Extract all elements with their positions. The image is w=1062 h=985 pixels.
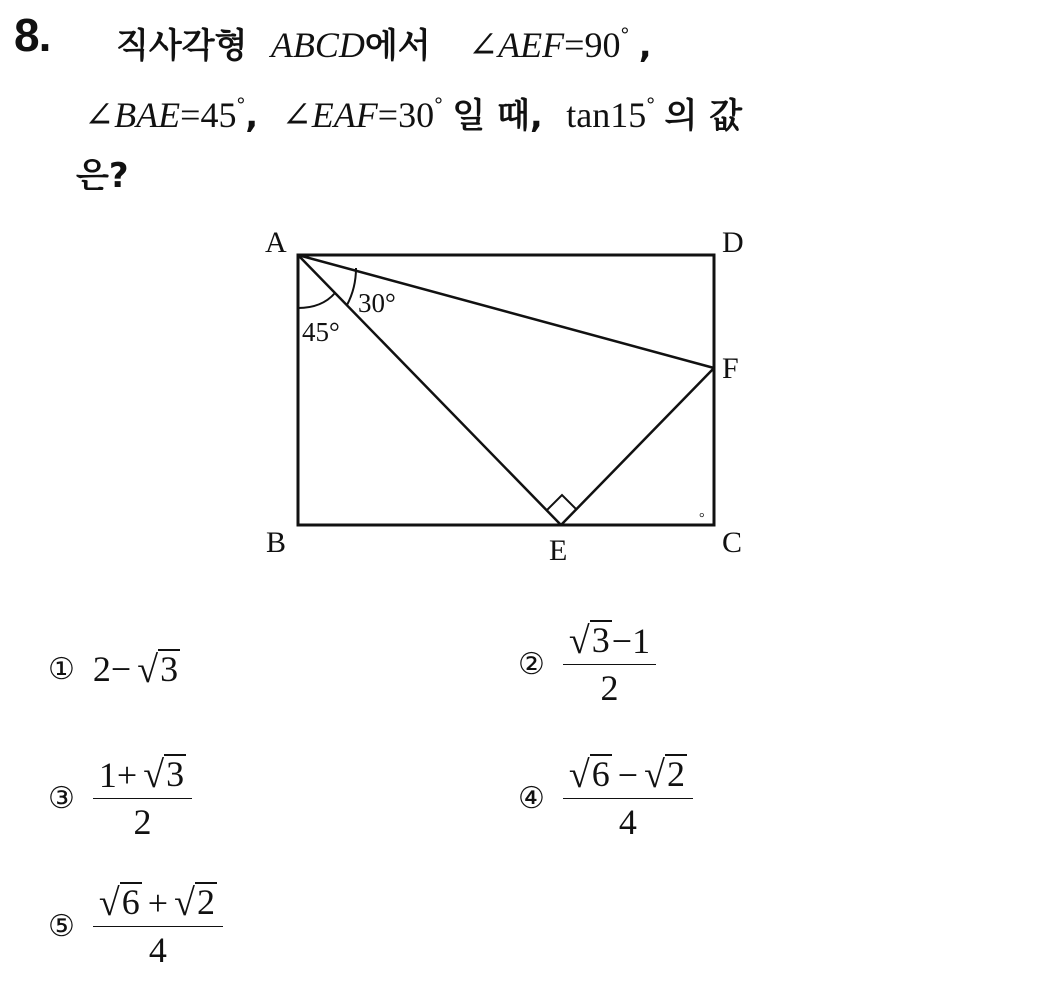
choice-number: ④ bbox=[518, 781, 545, 816]
choice-number: ① bbox=[48, 651, 75, 687]
vertex-label-e: E bbox=[549, 534, 568, 567]
korean-value: 의 값 bbox=[664, 96, 743, 136]
vertex-label-a: A bbox=[265, 226, 287, 259]
rectangle-name: ABCD bbox=[270, 25, 365, 65]
angle-label-45: 45° bbox=[302, 317, 340, 347]
fraction: √ 6 − √ 2 4 bbox=[563, 752, 693, 845]
angle-aef: ∠AEF bbox=[468, 25, 565, 65]
sqrt-2: √ 2 bbox=[174, 882, 215, 924]
choice-number: ② bbox=[518, 647, 545, 682]
choice-number: ⑤ bbox=[48, 909, 75, 944]
angle-eaf: ∠EAF bbox=[281, 95, 378, 135]
vertex-label-c: C bbox=[722, 526, 743, 559]
sqrt-2: √ 2 bbox=[644, 754, 685, 796]
degree-sign: ° bbox=[236, 93, 246, 118]
degree-sign: ° bbox=[620, 23, 630, 48]
angle-bae: ∠BAE bbox=[84, 95, 181, 135]
right-angle-mark bbox=[547, 495, 577, 510]
sqrt-6: √ 6 bbox=[98, 882, 140, 924]
korean-question-tail: 은? bbox=[76, 156, 129, 196]
vertex-label-f: F bbox=[722, 352, 739, 385]
vertex-label-b: B bbox=[266, 526, 287, 559]
tan-expression: tan15 bbox=[566, 95, 647, 135]
comma: , bbox=[245, 96, 259, 136]
sqrt-3: √ 3 bbox=[143, 754, 185, 796]
comma: , bbox=[638, 26, 652, 66]
angle-bae-value: =45 bbox=[180, 95, 237, 135]
angle-label-30: 30° bbox=[358, 288, 396, 318]
angle-arc-eaf bbox=[347, 268, 356, 305]
sqrt-3: √ 3 bbox=[137, 648, 179, 691]
choice-number: ③ bbox=[48, 781, 75, 816]
stray-degree-mark: ° bbox=[699, 511, 705, 526]
vertex-label-d: D bbox=[722, 226, 744, 259]
question-number: 8. bbox=[14, 9, 51, 61]
segment-ef bbox=[561, 368, 714, 525]
choice-4[interactable] bbox=[518, 752, 693, 845]
segment-ae bbox=[298, 255, 561, 525]
degree-sign: ° bbox=[434, 93, 443, 118]
choice-3[interactable] bbox=[48, 752, 192, 845]
angle-aef-value: =90 bbox=[564, 25, 621, 65]
fraction: √ 3 −1 2 bbox=[563, 618, 656, 711]
choice-2[interactable] bbox=[518, 618, 656, 711]
korean-when: 일 때, bbox=[452, 96, 543, 136]
angle-eaf-value: =30 bbox=[377, 95, 435, 135]
choice-5[interactable] bbox=[48, 880, 223, 973]
fraction: 1+ √ 3 2 bbox=[93, 752, 192, 845]
choice-1[interactable] bbox=[48, 648, 180, 690]
sqrt-3: √ 3 bbox=[568, 620, 610, 662]
sqrt-6: √ 6 bbox=[568, 754, 610, 796]
choice-1-prefix: 2− bbox=[92, 649, 132, 689]
korean-eseo: 에서 bbox=[364, 26, 431, 66]
fraction: √ 6 + √ 2 4 bbox=[93, 880, 223, 973]
angle-arc-bae bbox=[298, 293, 335, 308]
degree-sign: ° bbox=[646, 93, 656, 118]
korean-rectangle: 직사각형 bbox=[116, 26, 248, 66]
